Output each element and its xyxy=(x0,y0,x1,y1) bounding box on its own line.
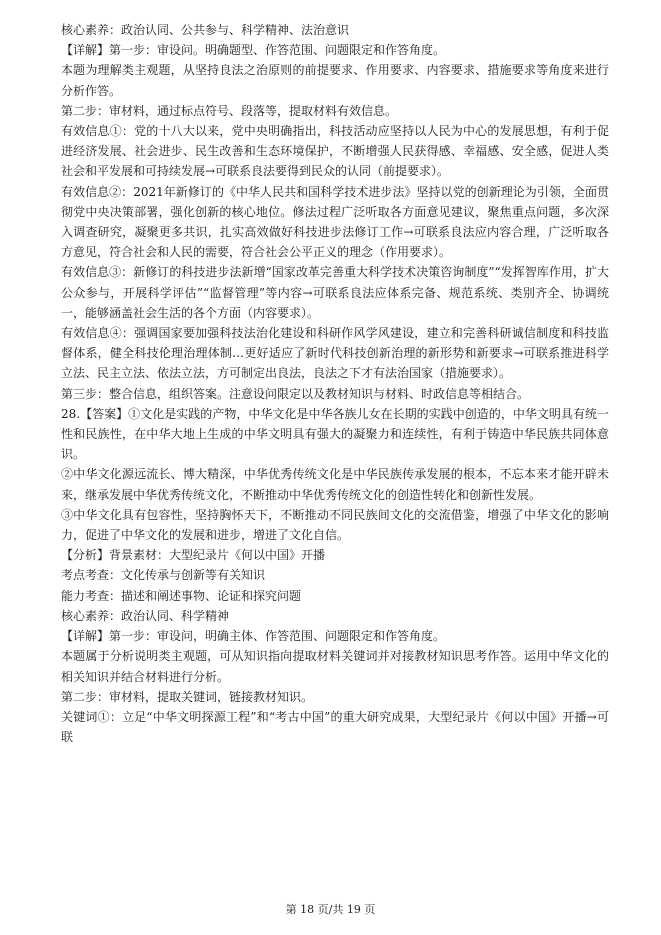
paragraph: 能力考查：描述和阐述事物、论证和探究问题 xyxy=(61,588,302,603)
paragraph: 有效信息①：党的十八大以来，党中央明确指出，科技活动应坚持以人民为中心的发展思想，有利于促进经济发展、社会进步、民生改善和生态环境保护，不断增强人民获得感、幸福感、安全感，促进人类社会和平发展和可持续发展→可联系良法要得到民众的认同（前提要求）。 xyxy=(61,124,609,179)
paragraph: 本题为理解类主观题，从坚持良法之治原则的前提要求、作用要求、内容要求、措施要求等角度来进行分析作答。 xyxy=(61,63,609,98)
paragraph: 【详解】第一步：审设问。明确题型、作答范围、问题限定和作答角度。 xyxy=(61,43,446,58)
paragraph: 有效信息④：强调国家要加强科技法治化建设和科研作风学风建设，建立和完善科研诚信制度和科技监督体系，健全科技伦理治理体制…更好适应了新时代科技创新治理的新形势和新要求→可联系推进科学立法、民主立法、依法立法，方可制定出良法，良法之下才有法治国家（措施要求）。 xyxy=(61,326,609,381)
paragraph: 考点考查：文化传承与创新等有关知识 xyxy=(61,568,266,583)
paragraph: 核心素养：政治认同、公共参与、科学精神、法治意识 xyxy=(61,23,350,37)
paragraph: 第二步：审材料，提取关键词，链接教材知识。 xyxy=(61,689,314,704)
paragraph: 第三步：整合信息，组织答案。注意设问限定以及教材知识与材料、时政信息等相结合。 xyxy=(61,386,530,401)
paragraph: 有效信息③：新修订的科技进步法新增“国家改革完善重大科学技术决策咨询制度”“发挥智库作用，扩大公众参与，开展科学评估”“监督管理”等内容→可联系良法应体系完备、规范系统、类别齐全、协调统一，能够涵盖社会生活的各个方面（内容要求）。 xyxy=(61,265,609,320)
paragraph: 【详解】第一步：审设问，明确主体、作答范围、问题限定和作答角度。 xyxy=(61,629,446,644)
page-footer: 第 18 页/共 19 页 xyxy=(285,903,376,916)
paragraph: ②中华文化源远流长、博大精深，中华优秀传统文化是中华民族传承发展的根本，不忘本来才能开辟未来，继承发展中华优秀传统文化，不断推动中华优秀传统文化的创造性转化和创新性发展。 xyxy=(61,467,609,502)
paragraph: 有效信息②：2021年新修订的《中华人民共和国科学技术进步法》坚持以党的创新理论为引领，全面贯彻党中央决策部署，强化创新的核心地位。修法过程广泛听取各方面意见建议，聚焦重点问题，多次深入调查研究，凝聚更多共识，扎实高效做好科技进步法修订工作→可联系良法应内容合理，广泛听取各方意见，符合社会和人民的需要，符合社会公平正义的理念（作用要求）。 xyxy=(61,184,609,260)
paragraph: 28.【答案】①文化是实践的产物，中华文化是中华各族儿女在长期的实践中创造的，中华文明具有统一性和民族性，在中华大地上生成的中华文明具有强大的凝聚力和连续性，有利于铸造中华民族共同体意识。 xyxy=(61,406,609,462)
paragraph: 关键词①：立足“中华文明探源工程”和“考古中国”的重大研究成果，大型纪录片《何以中国》开播→可联 xyxy=(61,709,609,745)
paragraph: 第二步：审材料，通过标点符号、段落等，提取材料有效信息。 xyxy=(61,103,398,118)
paragraph: ③中华文化具有包容性，坚持胸怀天下，不断推动不同民族间文化的交流借鉴，增强了中华文化的影响力，促进了中华文化的发展和进步，增进了文化自信。 xyxy=(61,507,609,543)
paragraph: 本题属于分析说明类主观题，可从知识指向提取材料关键词并对接教材知识思考作答。运用中华文化的相关知识并结合材料进行分析。 xyxy=(61,649,609,684)
document-body xyxy=(61,20,609,747)
paragraph: 【分析】背景素材：大型纪录片《何以中国》开播 xyxy=(61,548,326,563)
paragraph: 核心素养：政治认同、科学精神 xyxy=(61,608,230,623)
